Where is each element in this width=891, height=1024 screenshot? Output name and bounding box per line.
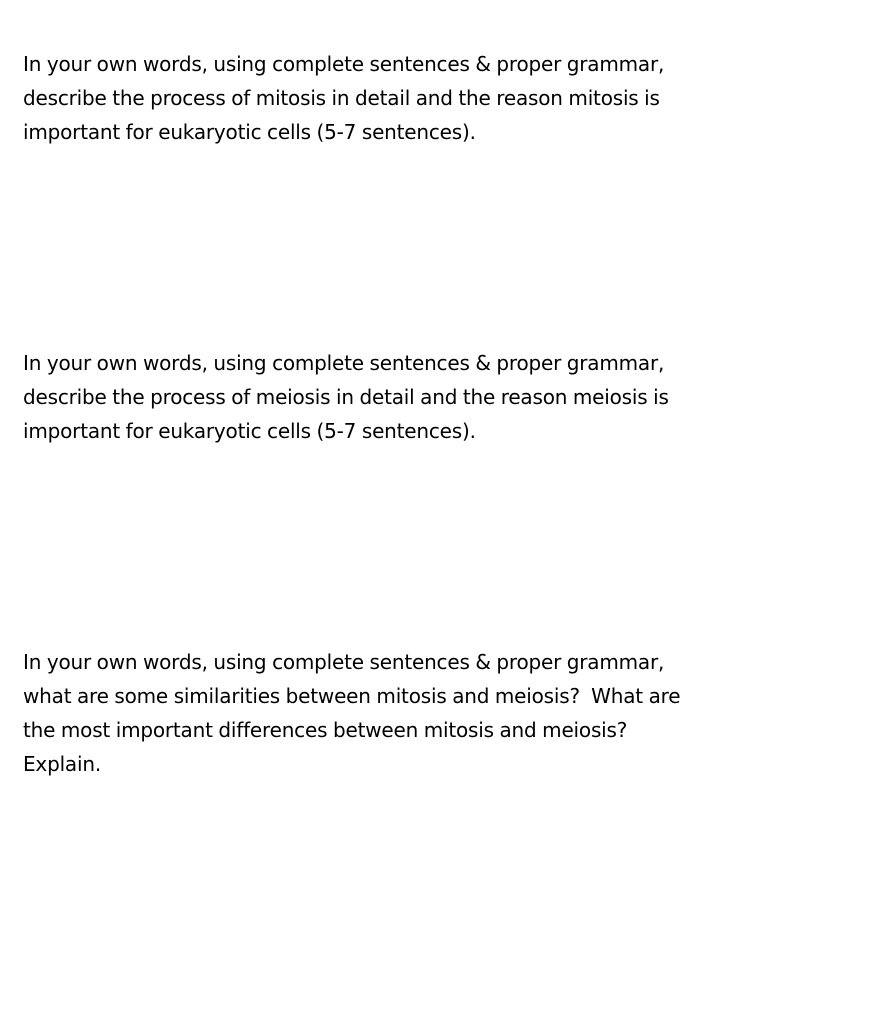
question-line: what are some similarities between mitosis and meiosis? What are xyxy=(23,684,681,708)
question-line: In your own words, using complete sentences & proper grammar, xyxy=(23,52,665,76)
question-line: describe the process of meiosis in detail and the reason meiosis is xyxy=(23,385,669,409)
question-line: In your own words, using complete sentences & proper grammar, xyxy=(23,650,665,674)
question-line: the most important differences between mitosis and meiosis? xyxy=(23,718,628,742)
question-meiosis xyxy=(23,346,753,448)
question-line: In your own words, using complete sentences & proper grammar, xyxy=(23,351,665,375)
question-mitosis xyxy=(23,47,753,149)
question-compare xyxy=(23,645,753,781)
question-line: describe the process of mitosis in detail and the reason mitosis is xyxy=(23,86,660,110)
question-line: important for eukaryotic cells (5-7 sentences). xyxy=(23,120,476,144)
question-line: Explain. xyxy=(23,752,101,776)
question-line: important for eukaryotic cells (5-7 sentences). xyxy=(23,419,476,443)
